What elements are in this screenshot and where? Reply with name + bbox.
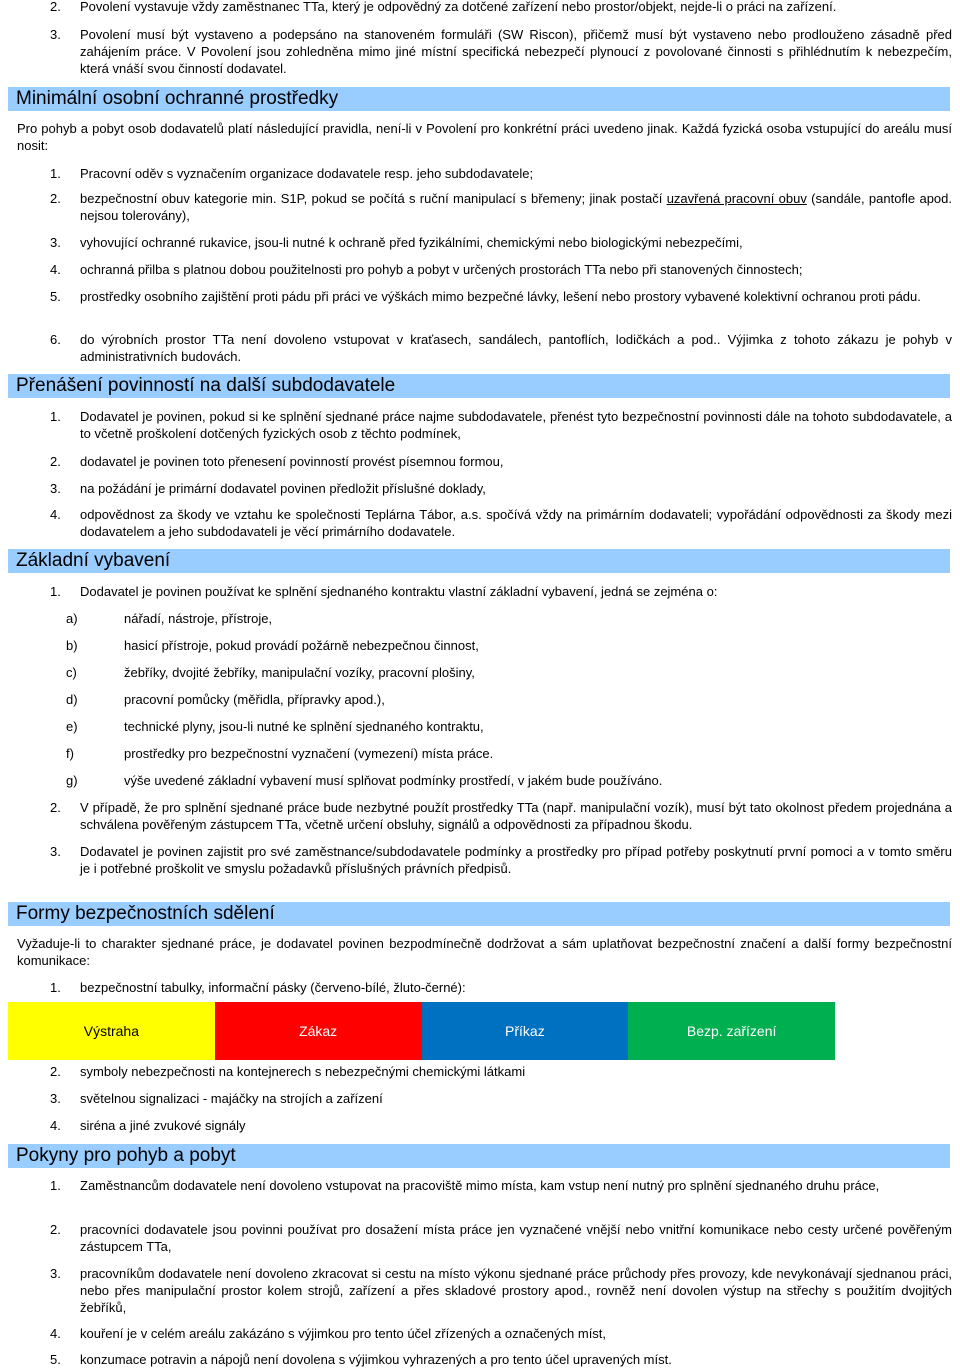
section-heading-minimal-ppe: Minimální osobní ochranné prostředky (8, 87, 950, 111)
safety-color-table (8, 1002, 835, 1060)
color-cell-safety-equipment: Bezp. zařízení (628, 1002, 835, 1060)
item-number: 3. (50, 27, 61, 42)
color-cell-warning: Výstraha (8, 1002, 215, 1060)
section-heading-basic-equipment: Základní vybavení (8, 549, 950, 573)
section-heading-safety-communication: Formy bezpečnostních sdělení (8, 902, 950, 926)
color-cell-prohibition: Zákaz (215, 1002, 422, 1060)
item-number: 2. (50, 0, 61, 14)
item-text: Povolení vystavuje vždy zaměstnanec TTa, který je odpovědný za dotčené zařízení nebo prostor/objekt, nejde-li o práci na zařízení. (80, 0, 837, 14)
item-text: Povolení musí být vystaveno a podepsáno na stanoveném formuláři (SW Riscon), přičemž musí být vystaveno nebo prodlouženo zásadně před zahájením práce. V Povolení jsou zohledněna mimo jiné místní specifická nebezpečí plynoucí z povolované činnosti s přihlédnutím k nebezpečím, která vnáší svou činností dodavatel. (80, 27, 952, 76)
section-intro: Vyžaduje-li to charakter sjednané práce, je dodavatel povinen bezpodmínečně dodržovat a sám uplatňovat bezpečnostní značení a další formy bezpečnostní komunikace: (17, 936, 952, 968)
color-cell-mandatory: Příkaz (422, 1002, 629, 1060)
section-heading-movement: Pokyny pro pohyb a pobyt (8, 1144, 950, 1168)
section-intro: Pro pohyb a pobyt osob dodavatelů platí následující pravidla, není-li v Povolení pro konkrétní práci uvedeno jinak. Každá fyzická osoba vstupující do areálu musí nosit: (17, 121, 952, 153)
section-heading-subcontractors: Přenášení povinností na další subdodavatele (8, 374, 950, 398)
